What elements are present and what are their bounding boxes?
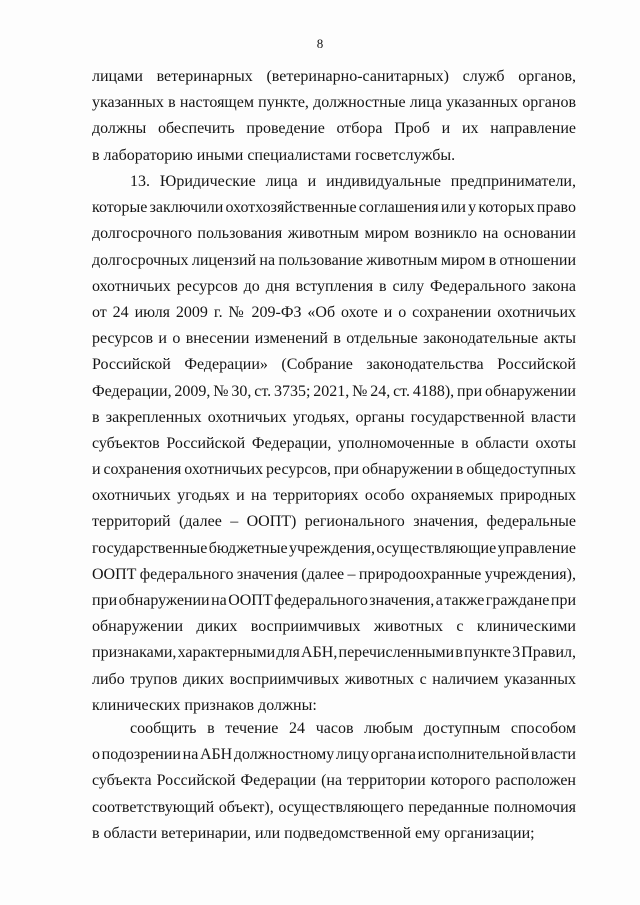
text-line: ресурсов и о внесении изменений в отдельные законодательные акты bbox=[92, 330, 576, 348]
text-line: должны обеспечить проведение отбора Проб и их направление bbox=[92, 120, 576, 138]
text-line: ООПТ федерального значения (далее – природоохранные учреждения), bbox=[92, 565, 576, 583]
text-line: Российской Федерации» (Собрание законодательства Российской bbox=[92, 356, 576, 374]
text-line: от 24 июля 2009 г. № 209-ФЗ «Об охоте и о сохранении охотничьих bbox=[92, 303, 576, 321]
paragraph-continuation bbox=[92, 64, 576, 169]
text-line: и сохранения охотничьих ресурсов, при обнаружении в общедоступных bbox=[92, 461, 576, 479]
text-line: 13. Юридические лица и индивидуальные предприниматели, bbox=[130, 173, 576, 190]
text-line: в лабораторию иными специалистами госветслужбы. bbox=[92, 146, 456, 164]
paragraph-report-obligation bbox=[92, 716, 576, 847]
paragraph-13 bbox=[92, 169, 576, 719]
text-line: субъекта Российской Федерации (на территории которого расположен bbox=[92, 772, 576, 790]
text-line: сообщить в течение 24 часов любым доступным способом bbox=[130, 720, 576, 737]
text-line: в области ветеринарии, или подведомственной ему организации; bbox=[92, 824, 535, 842]
text-line: долгосрочного пользования животным миром возникло на основании bbox=[92, 225, 576, 243]
text-line: охотничьих ресурсов до дня вступления в силу Федерального закона bbox=[92, 277, 576, 295]
text-line: лицами ветеринарных (ветеринарно-санитарных) служб органов, bbox=[92, 68, 576, 85]
text-line: клинических признаков должны: bbox=[92, 696, 317, 714]
text-line: территорий (далее – ООПТ) регионального значения, федеральные bbox=[92, 513, 576, 531]
text-line: соответствующий объект), осуществляющего переданные полномочия bbox=[92, 798, 576, 816]
text-line: охотничьих угодьях и на территориях особо охраняемых природных bbox=[92, 487, 576, 505]
text-line: государственные бюджетные учреждения, осуществляющие управление bbox=[92, 539, 576, 557]
text-line: либо трупов диких восприимчивых животных с наличием указанных bbox=[92, 670, 576, 688]
page-number: 8 bbox=[316, 36, 324, 51]
text-line: субъектов Российской Федерации, уполномоченные в области охоты bbox=[92, 434, 576, 452]
text-line: о подозрении на АБН должностному лицу органа исполнительной власти bbox=[92, 746, 576, 764]
text-line: при обнаружении на ООПТ федерального значения, а также граждане при bbox=[92, 592, 577, 609]
text-line: обнаружении диких восприимчивых животных с клиническими bbox=[92, 618, 576, 636]
text-line: указанных в настоящем пункте, должностные лица указанных органов bbox=[92, 94, 576, 112]
text-line: долгосрочных лицензий на пользование животным миром в отношении bbox=[92, 251, 577, 269]
text-line: которые заключили охотхозяйственные соглашения или у которых право bbox=[92, 199, 576, 217]
text-line: признаками, характерными для АБН, перечисленными в пункте 3 Правил, bbox=[92, 644, 576, 662]
text-line: Федерации, 2009, № 30, ст. 3735; 2021, № 24, ст. 4188), при обнаружении bbox=[92, 382, 576, 400]
text-line: в закрепленных охотничьих угодьях, органы государственной власти bbox=[92, 408, 576, 426]
